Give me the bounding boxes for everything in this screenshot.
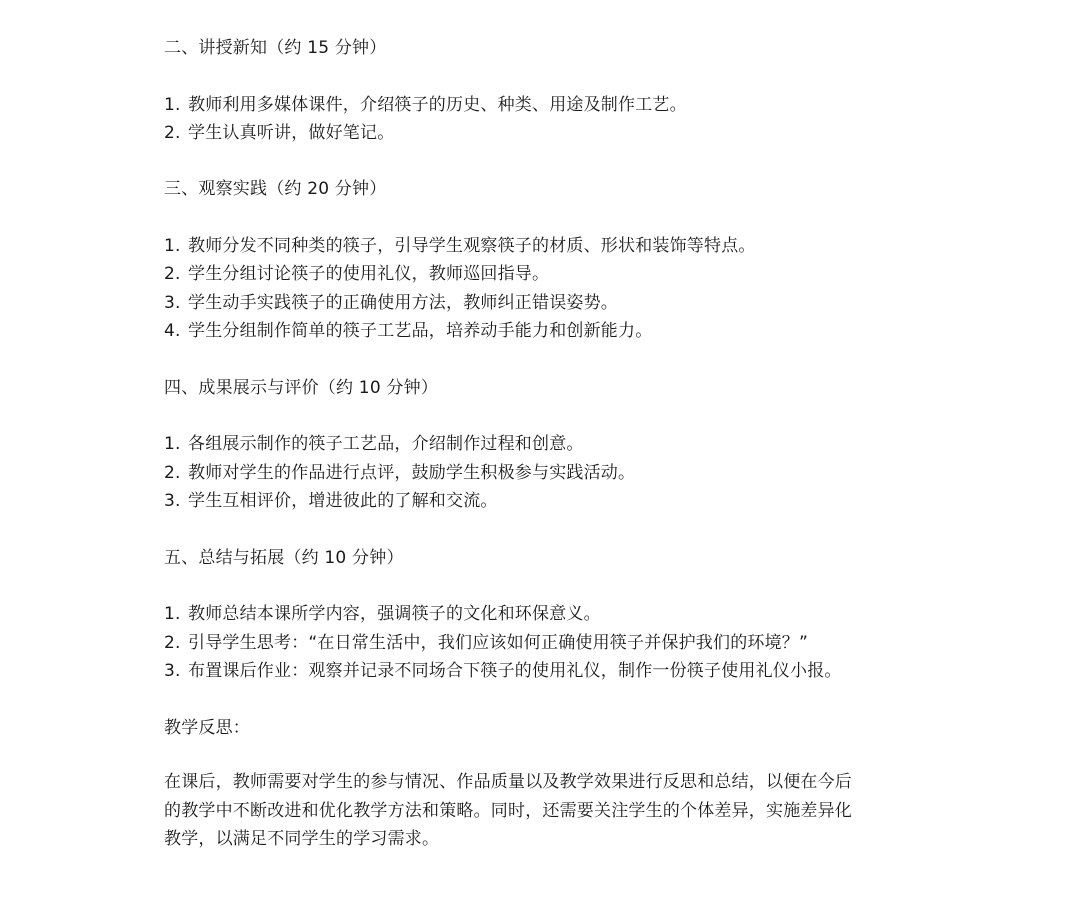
list-item bbox=[164, 602, 601, 626]
list-item-text: 学生认真听讲，做好笔记。 bbox=[188, 123, 395, 143]
section-heading: 五、总结与拓展（约 10 分钟） bbox=[164, 548, 404, 568]
list-item bbox=[164, 461, 635, 485]
list-item-text: 学生分组制作简单的筷子工艺品，培养动手能力和创新能力。 bbox=[188, 321, 653, 341]
list-item bbox=[164, 121, 394, 145]
list-item bbox=[164, 234, 756, 258]
list-item-text: 布置课后作业：观察并记录不同场合下筷子的使用礼仪，制作一份筷子使用礼仪小报。 bbox=[188, 661, 842, 681]
list-item-number: 3. bbox=[164, 661, 181, 681]
list-item bbox=[164, 262, 549, 286]
list-item-text: 引导学生思考：“在日常生活中，我们应该如何正确使用筷子并保护我们的环境？” bbox=[188, 633, 809, 653]
list-item-text: 各组展示制作的筷子工艺品，介绍制作过程和创意。 bbox=[188, 434, 584, 454]
paragraph-line: 的教学中不断改进和优化教学方法和策略。同时，还需要关注学生的个体差异，实施差异化 bbox=[164, 800, 852, 821]
list-item-text: 学生互相评价，增进彼此的了解和交流。 bbox=[188, 491, 498, 511]
list-item-number: 2. bbox=[164, 463, 181, 483]
reflection-paragraph bbox=[164, 768, 924, 854]
list-item-number: 2. bbox=[164, 123, 181, 143]
list-item bbox=[164, 631, 808, 655]
list-item-number: 3. bbox=[164, 293, 181, 313]
list-item-number: 1. bbox=[164, 434, 181, 454]
list-item-number: 2. bbox=[164, 633, 181, 653]
paragraph-line: 在课后，教师需要对学生的参与情况、作品质量以及教学效果进行反思和总结，以便在今后 bbox=[164, 772, 852, 792]
list-item-number: 1. bbox=[164, 236, 181, 256]
section-heading: 四、成果展示与评价（约 10 分钟） bbox=[164, 378, 439, 398]
list-item-text: 学生动手实践筷子的正确使用方法，教师纠正错误姿势。 bbox=[188, 293, 618, 313]
list-item bbox=[164, 291, 618, 315]
section-heading: 二、讲授新知（约 15 分钟） bbox=[164, 38, 387, 58]
list-item-number: 3. bbox=[164, 491, 181, 511]
list-item bbox=[164, 432, 584, 456]
list-item-text: 教师总结本课所学内容，强调筷子的文化和环保意义。 bbox=[188, 604, 601, 624]
list-item-number: 1. bbox=[164, 95, 181, 115]
list-item-number: 1. bbox=[164, 604, 181, 624]
list-item-number: 4. bbox=[164, 321, 181, 341]
list-item-text: 教师对学生的作品进行点评，鼓励学生积极参与实践活动。 bbox=[188, 463, 636, 483]
section-heading: 三、观察实践（约 20 分钟） bbox=[164, 179, 387, 199]
list-item bbox=[164, 93, 687, 117]
list-item-text: 教师分发不同种类的筷子，引导学生观察筷子的材质、形状和装饰等特点。 bbox=[188, 236, 756, 256]
reflection-heading: 教学反思： bbox=[164, 718, 250, 738]
list-item-number: 2. bbox=[164, 264, 181, 284]
list-item bbox=[164, 659, 842, 683]
list-item bbox=[164, 489, 498, 513]
list-item bbox=[164, 319, 652, 343]
list-item-text: 学生分组讨论筷子的使用礼仪，教师巡回指导。 bbox=[188, 264, 550, 284]
list-item-text: 教师利用多媒体课件，介绍筷子的历史、种类、用途及制作工艺。 bbox=[188, 95, 687, 115]
paragraph-line: 教学，以满足不同学生的学习需求。 bbox=[164, 829, 440, 849]
